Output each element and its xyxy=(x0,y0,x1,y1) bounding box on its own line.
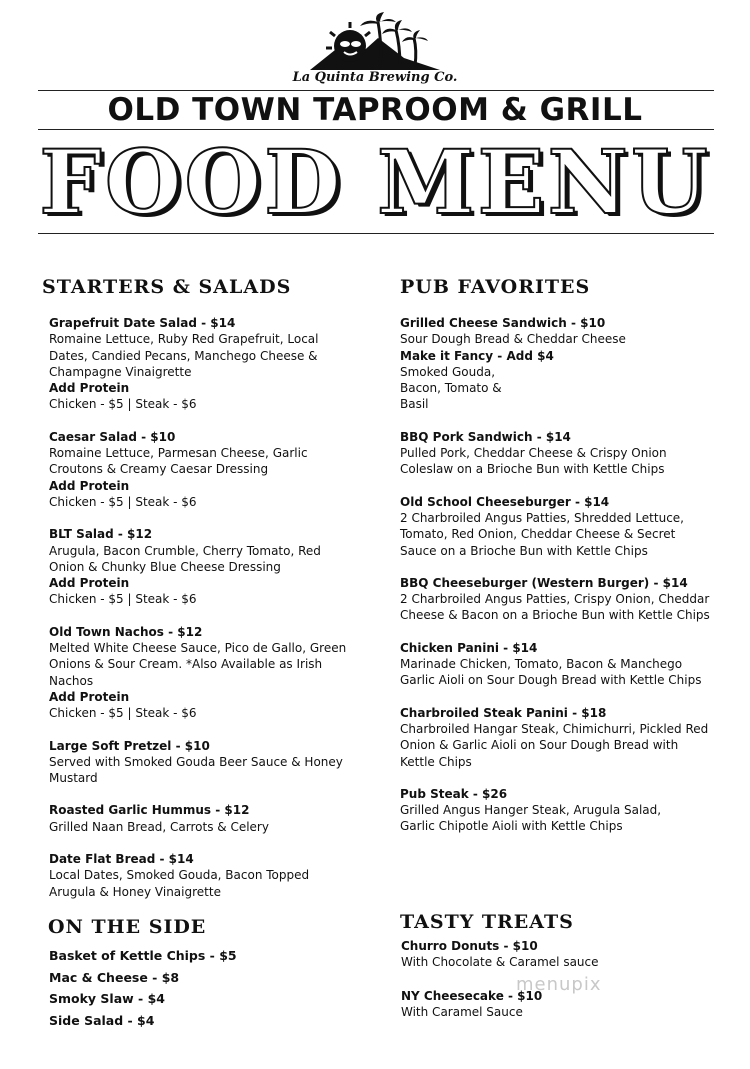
item-description: Served with Smoked Gouda Beer Sauce & Honey Mustard xyxy=(49,754,343,786)
item-name: BBQ Cheeseburger (Western Burger) - $14 xyxy=(400,575,688,590)
menu-item xyxy=(49,624,359,722)
item-description: Arugula, Bacon Crumble, Cherry Tomato, Red Onion & Chunky Blue Cheese Dressing xyxy=(49,543,321,574)
item-upgrade-description: Smoked Gouda, Bacon, Tomato & Basil xyxy=(400,364,502,412)
menu-item xyxy=(49,802,359,835)
item-name: Date Flat Bread - $14 xyxy=(49,852,194,867)
protein-options: Chicken - $5 | Steak - $6 xyxy=(49,397,197,412)
item-name: Large Soft Pretzel - $10 xyxy=(49,738,210,753)
item-description: Marinade Chicken, Tomato, Bacon & Manchego Garlic Aioli on Sour Dough Bread with Kettle Chips xyxy=(400,657,702,688)
protein-options: Chicken - $5 | Steak - $6 xyxy=(49,494,197,509)
item-description: Romaine Lettuce, Ruby Red Grapefruit, Local Dates, Candied Pecans, Manchego Cheese & Champagne Vinaigrette xyxy=(49,332,319,379)
section-heading-side: ON THE SIDE xyxy=(48,916,207,938)
menu-item xyxy=(401,938,599,970)
divider-rule xyxy=(38,233,714,234)
side-item: Smoky Slaw - $4 xyxy=(49,991,165,1006)
item-description: Melted White Cheese Sauce, Pico de Gallo, Green Onions & Sour Cream. *Also Available as Irish Nachos xyxy=(49,641,347,688)
protein-options: Chicken - $5 | Steak - $6 xyxy=(49,592,197,607)
add-protein-label: Add Protein xyxy=(49,576,130,591)
menu-item xyxy=(400,705,710,770)
menu-item xyxy=(400,640,710,689)
menu-item xyxy=(49,738,359,787)
item-name: BLT Salad - $12 xyxy=(49,527,153,542)
item-name: Grilled Cheese Sandwich - $10 xyxy=(400,316,606,330)
item-name: Charbroiled Steak Panini - $18 xyxy=(400,705,607,720)
item-description: Grilled Angus Hanger Steak, Arugula Salad, Garlic Chipotle Aioli with Kettle Chips xyxy=(400,803,662,834)
item-description: 2 Charbroiled Angus Patties, Shredded Lettuce, Tomato, Red Onion, Cheddar Cheese & Secret Sauce on a Brioche Bun with Kettle Chips xyxy=(400,510,684,558)
add-protein-label: Add Protein xyxy=(49,381,130,396)
menu-item xyxy=(49,851,359,900)
menu-item xyxy=(49,315,359,413)
item-description: With Caramel Sauce xyxy=(401,1005,523,1019)
item-description: Sour Dough Bread & Cheddar Cheese xyxy=(400,332,626,347)
divider-rule xyxy=(38,90,714,91)
item-description: Charbroiled Hangar Steak, Chimichurri, Pickled Red Onion & Garlic Aioli on Sour Dough Bread with Kettle Chips xyxy=(400,721,709,769)
menu-item xyxy=(400,315,710,413)
menu-item xyxy=(400,494,710,559)
menu-item xyxy=(400,429,710,478)
side-item: Basket of Kettle Chips - $5 xyxy=(49,948,237,963)
protein-options: Chicken - $5 | Steak - $6 xyxy=(49,706,197,721)
item-name: BBQ Pork Sandwich - $14 xyxy=(400,429,571,444)
menu-item xyxy=(400,575,710,624)
item-name: Old School Cheeseburger - $14 xyxy=(400,494,610,509)
item-description: Grilled Naan Bread, Carrots & Celery xyxy=(49,819,269,834)
menu-item xyxy=(49,429,359,510)
item-name: Caesar Salad - $10 xyxy=(49,429,176,444)
section-heading-pub: PUB FAVORITES xyxy=(400,276,591,298)
item-upgrade-name: Make it Fancy - Add $4 xyxy=(400,348,554,363)
side-item: Side Salad - $4 xyxy=(49,1012,155,1028)
item-name: NY Cheesecake - $10 xyxy=(401,989,543,1003)
item-description: Local Dates, Smoked Gouda, Bacon Topped Arugula & Honey Vinaigrette xyxy=(49,868,310,899)
item-name: Old Town Nachos - $12 xyxy=(49,624,203,639)
side-item: Mac & Cheese - $8 xyxy=(49,969,180,985)
menu-item xyxy=(49,526,359,607)
menu-item xyxy=(400,786,710,835)
item-name: Chicken Panini - $14 xyxy=(400,640,538,655)
item-description: 2 Charbroiled Angus Patties, Crispy Onion, Cheddar Cheese & Bacon on a Brioche Bun with Kettle Chips xyxy=(400,592,710,623)
item-name: Roasted Garlic Hummus - $12 xyxy=(49,803,250,818)
item-description: Pulled Pork, Cheddar Cheese & Crispy Onion Coleslaw on a Brioche Bun with Kettle Chips xyxy=(400,446,667,477)
brand-name: La Quinta Brewing Co. xyxy=(292,70,458,85)
side-list xyxy=(49,945,237,1031)
item-name: Grapefruit Date Salad - $14 xyxy=(49,316,236,330)
add-protein-label: Add Protein xyxy=(49,478,130,493)
item-name: Churro Donuts - $10 xyxy=(401,939,538,953)
item-description: With Chocolate & Caramel sauce xyxy=(401,955,599,969)
starters-list xyxy=(49,315,359,916)
add-protein-label: Add Protein xyxy=(49,689,130,704)
pub-list xyxy=(400,315,710,851)
section-heading-treats: TASTY TREATS xyxy=(400,911,574,933)
page-subtitle: OLD TOWN TAPROOM & GRILL xyxy=(107,92,643,128)
watermark: menupix xyxy=(516,974,602,995)
page-title: FOOD MENU xyxy=(39,130,711,234)
item-description: Romaine Lettuce, Parmesan Cheese, Garlic Croutons & Creamy Caesar Dressing xyxy=(49,446,308,477)
section-heading-starters: STARTERS & SALADS xyxy=(42,276,292,298)
item-name: Pub Steak - $26 xyxy=(400,786,508,801)
